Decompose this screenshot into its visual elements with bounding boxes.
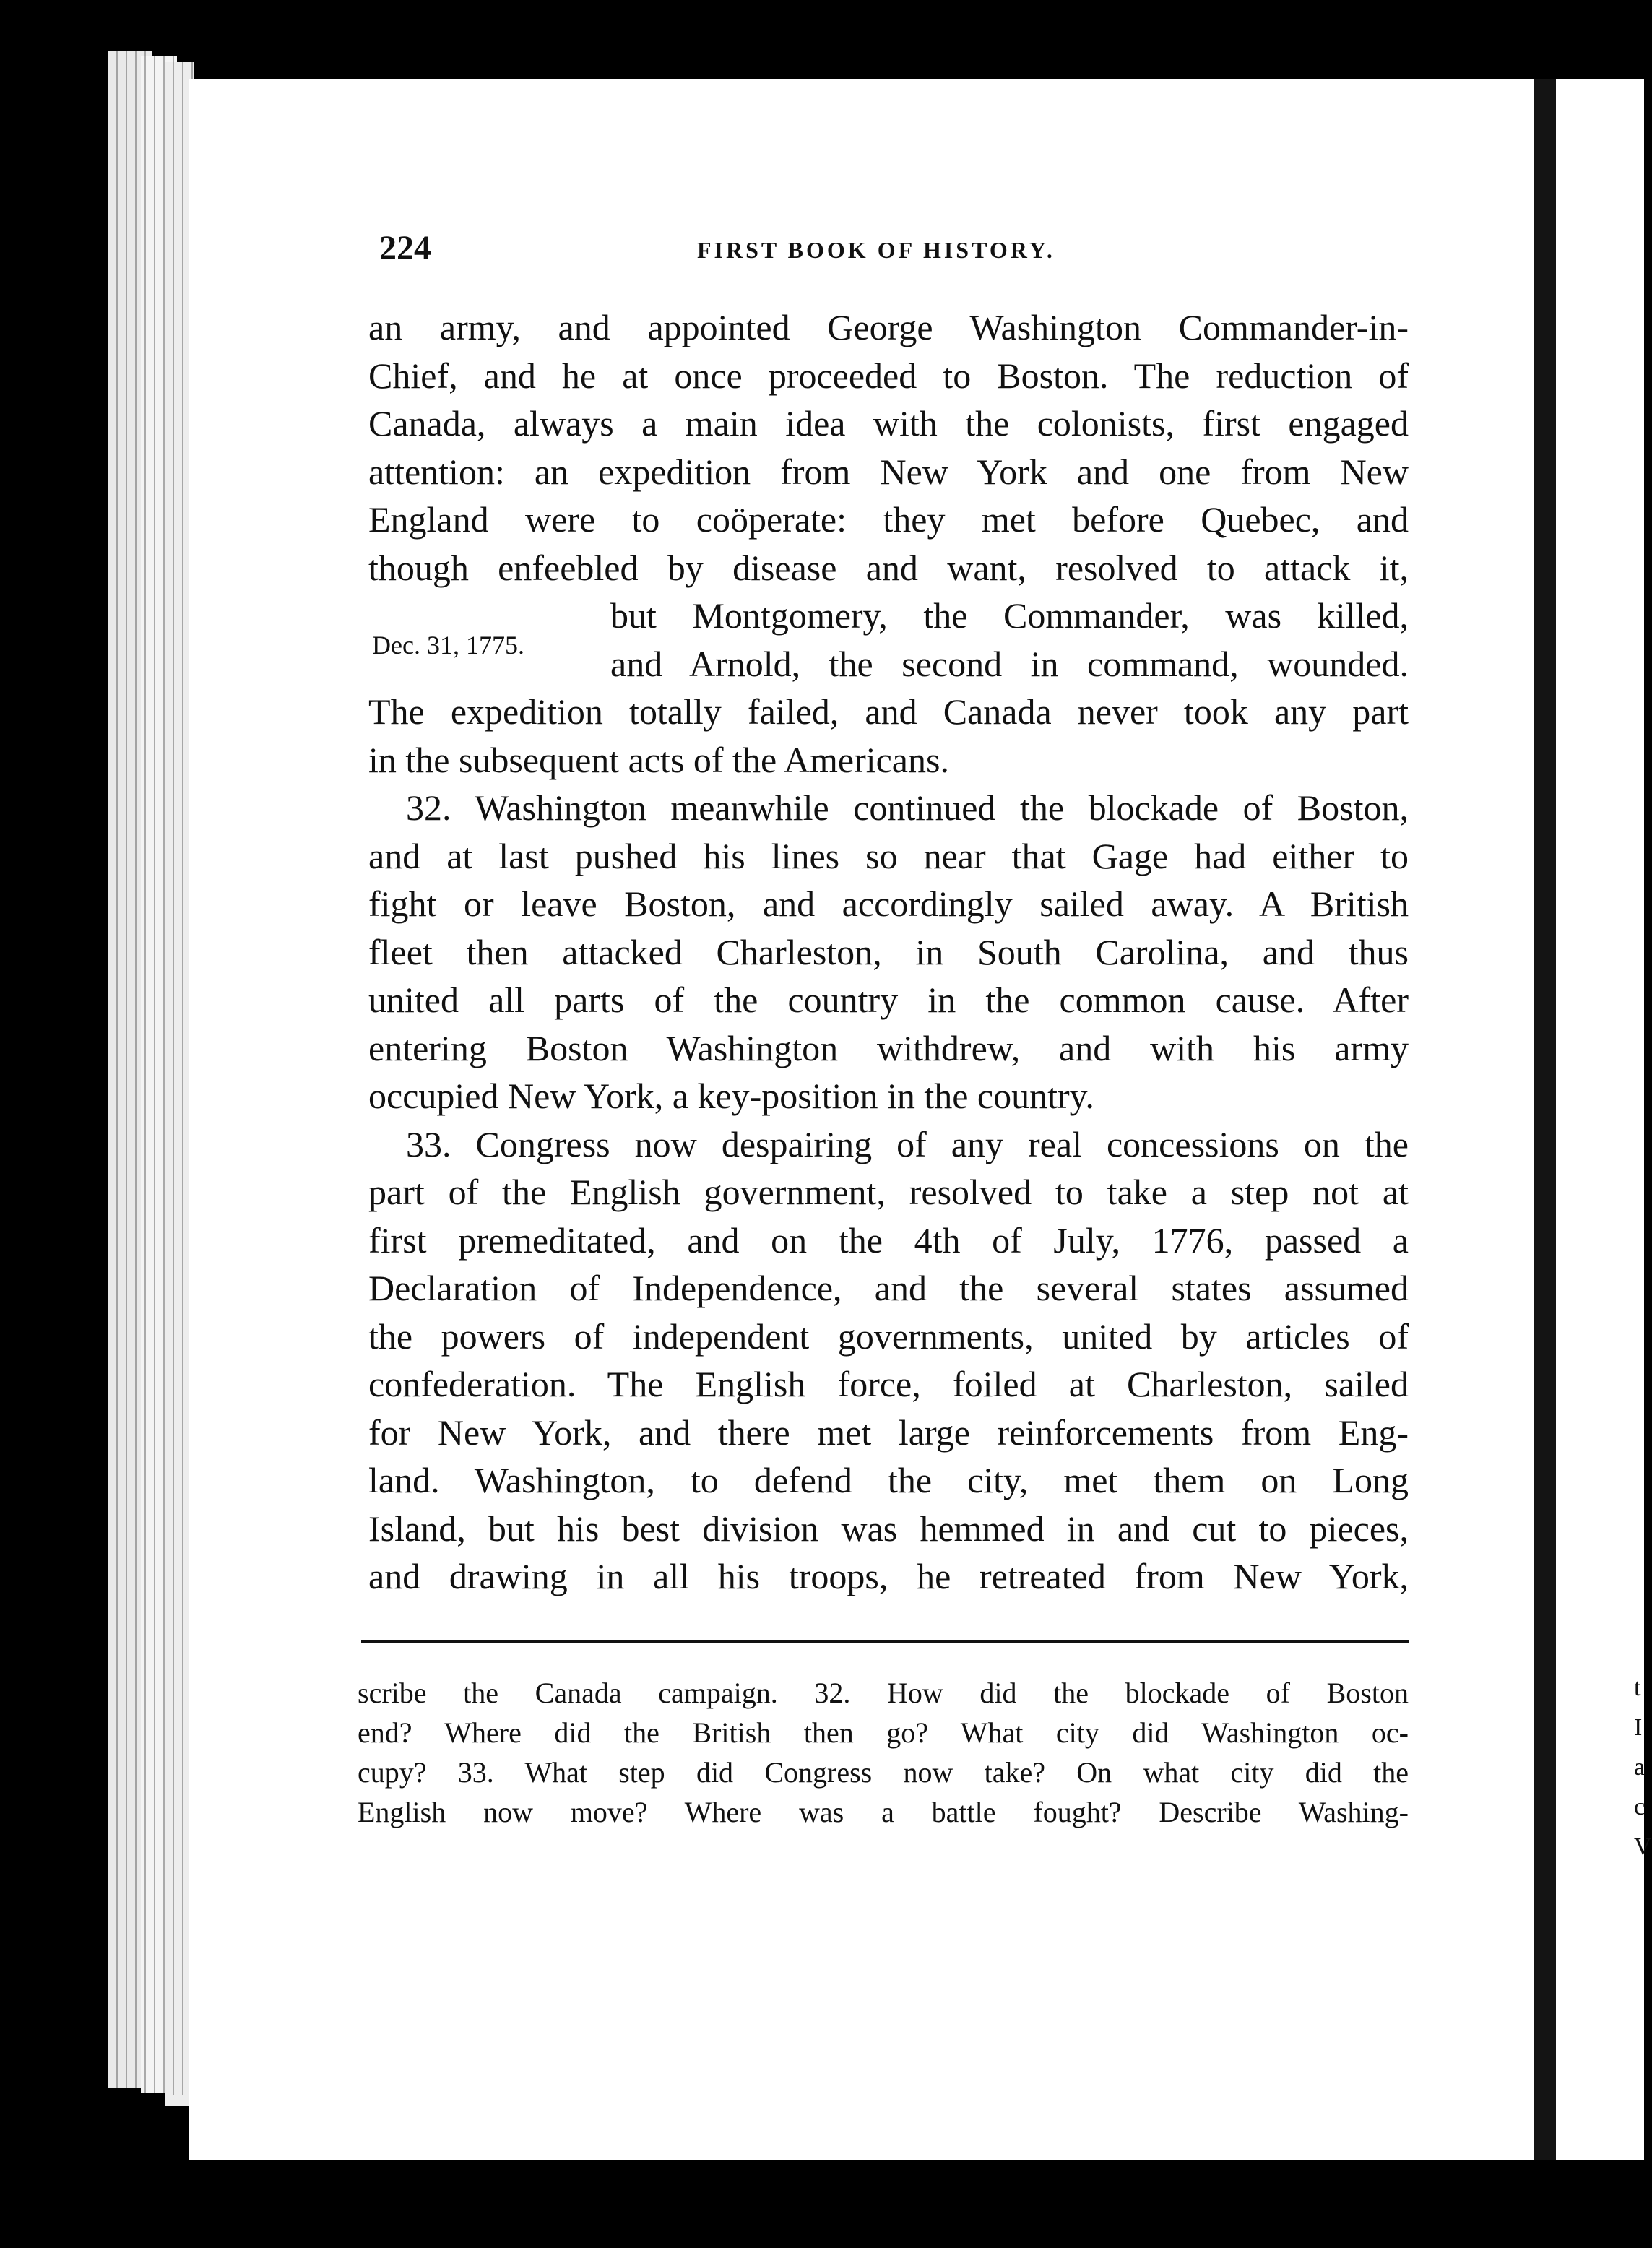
text-line: the powers of independent governments, united by articles of (368, 1315, 1409, 1357)
text-line: Canada, always a main idea with the colonists, first engaged (368, 403, 1409, 444)
text-line: confederation. The English force, foiled at Charleston, sailed (368, 1364, 1409, 1404)
text-line: an army, and appointed George Washington Commander-in- (368, 307, 1409, 347)
text-line: and drawing in all his troops, he retreated from New York, (368, 1556, 1409, 1596)
margin-date-note: Dec. 31, 1775. (372, 631, 524, 660)
text-line: Chief, and he at once proceeded to Boston. The reduction of (368, 355, 1409, 396)
running-title: FIRST BOOK OF HISTORY. (697, 237, 1055, 263)
page-edge-stack (108, 51, 195, 2095)
text-line: and Arnold, the second in command, wounded. (610, 643, 1409, 684)
text-line: united all parts of the country in the common cause. After (368, 980, 1409, 1020)
footnote-divider (361, 1640, 1409, 1643)
question-line: scribe the Canada campaign. 32. How did the blockade of Boston (358, 1677, 1409, 1709)
book-gutter (1534, 79, 1556, 2160)
question-line: cupy? 33. What step did Congress now take? On what city did the (358, 1756, 1409, 1789)
text-line: attention: an expedition from New York and one from New (368, 451, 1409, 492)
facing-page-fragment: c (1634, 1794, 1645, 1820)
facing-page-fragment: V (1634, 1833, 1652, 1860)
question-line: end? Where did the British then go? What city did Washington oc- (358, 1716, 1409, 1749)
page-header (379, 228, 1405, 272)
paragraph-32-start: 32. Washington meanwhile continued the blockade of Boston, (406, 787, 1409, 828)
text-line: Declaration of Independence, and the several states assumed (368, 1268, 1409, 1308)
review-questions (358, 1673, 1409, 1832)
facing-page-fragment: a (1634, 1754, 1645, 1781)
text-line: fleet then attacked Charleston, in South Carolina, and thus (368, 931, 1409, 972)
text-line: though enfeebled by disease and want, resolved to attack it, (368, 547, 1409, 588)
text-line: and at last pushed his lines so near that Gage had either to (368, 835, 1409, 876)
paragraph-33-start: 33. Congress now despairing of any real concessions on the (406, 1123, 1409, 1164)
text-line: entering Boston Washington withdrew, and with his army (368, 1027, 1409, 1068)
question-line: English now move? Where was a battle fought? Describe Washing- (358, 1796, 1409, 1828)
text-line: occupied New York, a key-position in the country. (368, 1076, 1094, 1116)
text-line: fight or leave Boston, and accordingly sailed away. A British (368, 883, 1409, 924)
facing-page-fragment: I (1634, 1714, 1643, 1741)
text-line: England were to coöperate: they met before Quebec, and (368, 499, 1409, 540)
text-line: land. Washington, to defend the city, met them on Long (368, 1460, 1409, 1500)
text-line: for New York, and there met large reinforcements from Eng- (368, 1412, 1409, 1453)
text-line: first premeditated, and on the 4th of July, 1776, passed a (368, 1219, 1409, 1261)
facing-page (1556, 79, 1644, 2160)
text-line: Island, but his best division was hemmed in and cut to pieces, (368, 1508, 1409, 1549)
page-number: 224 (379, 229, 431, 267)
text-line: but Montgomery, the Commander, was killed, (610, 595, 1409, 636)
facing-page-fragment: t (1634, 1674, 1641, 1701)
text-line: in the subsequent acts of the Americans. (368, 739, 949, 780)
text-line: The expedition totally failed, and Canada never took any part (368, 691, 1409, 732)
body-text (368, 303, 1409, 1601)
text-line: part of the English government, resolved to take a step not at (368, 1172, 1409, 1212)
